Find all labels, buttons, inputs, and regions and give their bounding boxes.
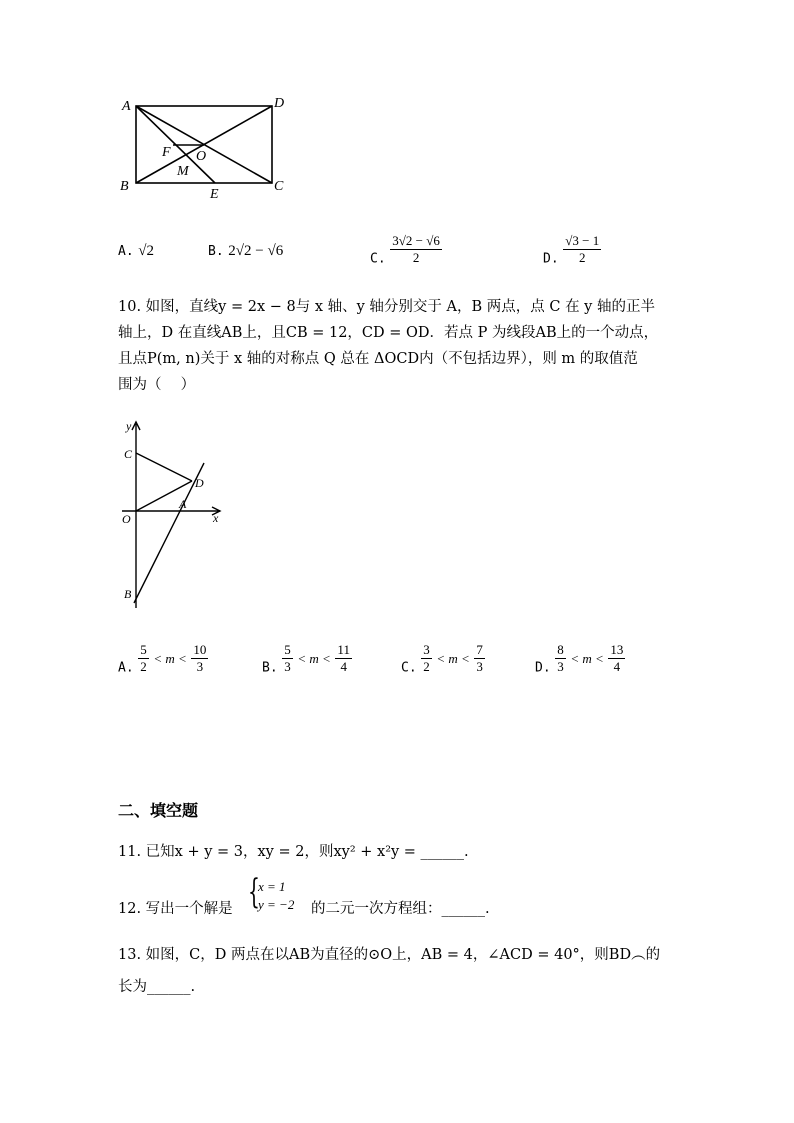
q10-line-1: 10. 如图，直线y = 2x − 8与 x 轴、y 轴分别交于 A，B 两点，点 C 在 y 轴的正半: [118, 299, 655, 315]
label-f: F: [162, 145, 171, 160]
label-c: C: [274, 179, 284, 194]
label-d: D: [274, 96, 285, 111]
label-c10: C: [124, 447, 133, 461]
q10-line-3: 且点P(m, n)关于 x 轴的对称点 Q 总在 ΔOCD内（不包括边界），则 m 的取值范: [118, 351, 638, 367]
segment-cd: [136, 453, 192, 481]
q10-option-b: B. $\frac{5}{3}$ < m < $\frac{11}{4}$: [262, 642, 350, 676]
line-ab: [134, 463, 204, 603]
label-e: E: [210, 187, 219, 202]
q9-option-a: A. √2: [118, 243, 154, 259]
q9-option-c: C. $\frac{3√2 - √6}{2}$: [370, 233, 440, 267]
label-b: B: [120, 179, 129, 194]
figure-coordinate-ocd: [112, 418, 230, 614]
brace-icon: {: [248, 872, 260, 912]
label-a: A: [122, 99, 131, 114]
label-m: M: [177, 164, 189, 179]
label-o10: O: [122, 512, 131, 526]
q13-line-2: 长为______.: [118, 979, 196, 995]
q11-text: 11. 已知x + y = 3，xy = 2，则xy² + x²y = ______.: [118, 844, 469, 860]
q10-option-d: D. $\frac{8}{3}$ < m < $\frac{13}{4}$: [535, 642, 624, 676]
figure-rectangle-abcd: [112, 92, 302, 204]
label-x: x: [213, 511, 219, 525]
q10-option-c: C. $\frac{3}{2}$ < m < $\frac{7}{3}$: [401, 642, 483, 676]
q12-equation-system: { x = 1 y = −2: [248, 872, 295, 912]
label-a10: A: [179, 497, 187, 511]
label-o: O: [196, 149, 207, 164]
label-d10: D: [195, 476, 204, 490]
q9-option-d: D. $\frac{√3 - 1}{2}$: [543, 233, 600, 267]
label-b10: B: [124, 587, 132, 601]
q12-prefix: 12. 写出一个解是: [118, 901, 233, 917]
section-heading-fill-in: 二、填空题: [118, 801, 199, 820]
q9-option-b: B. 2√2 − √6: [208, 243, 284, 259]
label-y: y: [126, 419, 132, 433]
q10-option-a: A. $\frac{5}{2}$ < m < $\frac{10}{3}$: [118, 642, 207, 676]
q12-suffix: 的二元一次方程组：______.: [311, 901, 490, 917]
q13-line-1: 13. 如图，C，D 两点在以AB为直径的⊙O上，AB = 4，∠ACD = 40°，则BD︵的: [118, 947, 661, 963]
q10-line-2: 轴上，D 在直线AB上，且CB = 12，CD = OD．若点 P 为线段AB上的一个动点，: [118, 325, 659, 341]
q10-line-4: 围为（ ）: [118, 377, 196, 393]
